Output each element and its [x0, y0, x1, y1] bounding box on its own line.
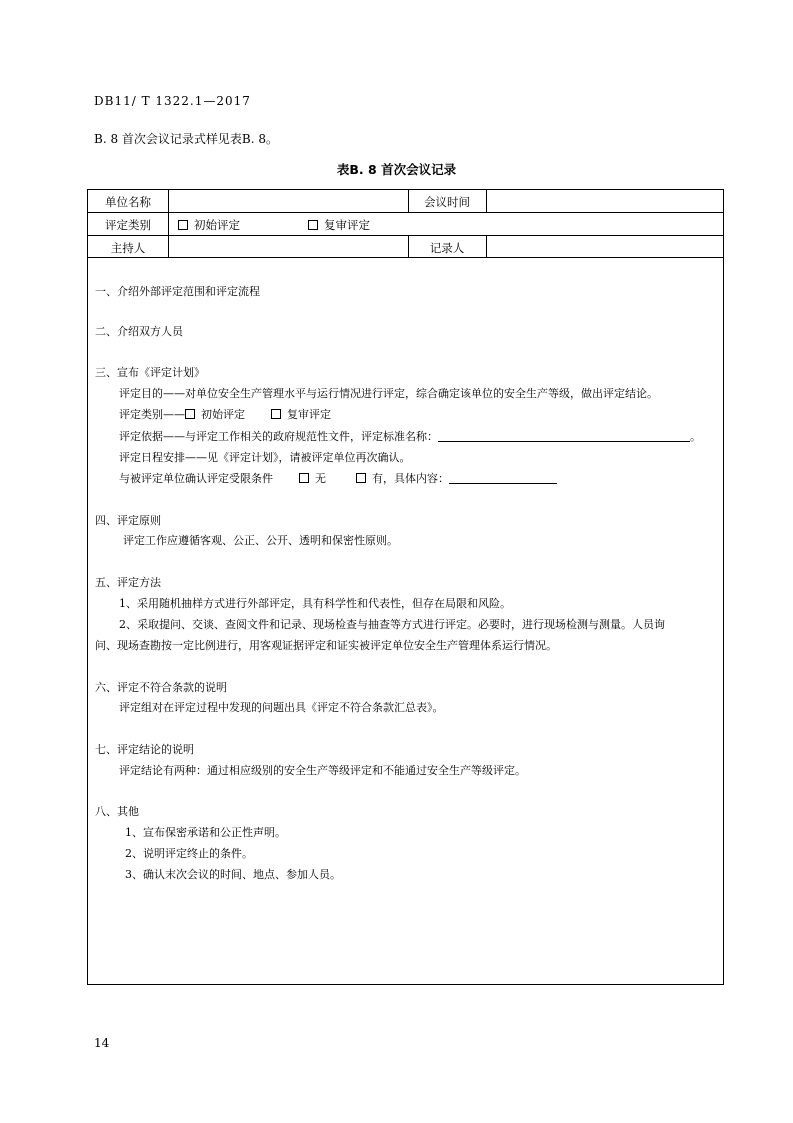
checkbox[interactable] [308, 220, 318, 230]
section-7-body: 评定结论有两种：通过相应级别的安全生产等级评定和不能通过安全生产等级评定。 [119, 764, 526, 777]
checkbox[interactable] [356, 473, 366, 483]
section-4-title: 四、评定原则 [95, 514, 161, 527]
review-eval-option[interactable] [308, 217, 370, 233]
row-divider [88, 212, 723, 213]
section-1-title: 一、介绍外部评定范围和评定流程 [95, 285, 260, 298]
section-6-title: 六、评定不符合条款的说明 [95, 681, 227, 694]
row-divider [88, 257, 723, 258]
initial-eval-option[interactable] [178, 217, 240, 233]
unit-name-label: 单位名称 [105, 195, 151, 209]
host-field[interactable] [169, 236, 407, 256]
standard-name-field[interactable] [438, 431, 690, 442]
meeting-time-field[interactable] [487, 191, 723, 211]
type-prefix: 评定类别—— [119, 408, 185, 421]
details-field[interactable] [449, 473, 557, 484]
checkbox[interactable] [185, 409, 195, 419]
meeting-record-form [87, 189, 724, 985]
basis-end: 。 [690, 430, 701, 443]
host-label: 主持人 [110, 241, 146, 255]
unit-name-field[interactable] [169, 191, 407, 211]
confirm-label: 与被评定单位确认评定受限条件 [119, 472, 273, 485]
recorder-label: 记录人 [429, 241, 465, 255]
section-3-type [119, 406, 331, 422]
section-8-item-2: 2、说明评定终止的条件。 [125, 847, 253, 860]
checkbox[interactable] [299, 473, 309, 483]
section-3-schedule: 评定日程安排——见《评定计划》，请被评定单位再次确认。 [119, 451, 411, 464]
intro-text: B. 8 首次会议记录式样见表B. 8。 [94, 132, 278, 146]
section-5-title: 五、评定方法 [95, 576, 161, 589]
section-3-purpose: 评定目的——对单位安全生产管理水平与运行情况进行评定，综合确定该单位的安全生产等级，做出评定结论。 [119, 387, 658, 400]
section-8-title: 八、其他 [95, 805, 139, 818]
type-review-label: 复审评定 [287, 408, 331, 421]
section-2-title: 二、介绍双方人员 [95, 325, 183, 338]
review-eval-label: 复审评定 [324, 218, 370, 232]
type-initial-label: 初始评定 [201, 408, 245, 421]
recorder-field[interactable] [487, 236, 723, 256]
section-8-item-3: 3、确认末次会议的时间、地点、参加人员。 [125, 868, 341, 881]
section-8-item-1: 1、宣布保密承诺和公正性声明。 [125, 826, 286, 839]
section-4-body: 评定工作应遵循客观、公正、公开、透明和保密性原则。 [123, 534, 398, 547]
section-5-item-1: 1、采用随机抽样方式进行外部评定，具有科学性和代表性，但存在局限和风险。 [119, 597, 511, 610]
section-6-body: 评定组对在评定过程中发现的问题出具《评定不符合条款汇总表》。 [119, 701, 444, 714]
section-5-item-2-cont: 问、现场查勘按一定比例进行，用客观证据评定和证实被评定单位安全生产管理体系运行情况。 [95, 639, 557, 652]
table-title: 表B. 8 首次会议记录 [336, 162, 457, 177]
eval-type-label: 评定类别 [105, 218, 151, 232]
meeting-time-label: 会议时间 [424, 195, 470, 209]
checkbox[interactable] [178, 220, 188, 230]
section-3-title: 三、宣布《评定计划》 [95, 366, 205, 379]
initial-eval-label: 初始评定 [194, 218, 240, 232]
checkbox[interactable] [271, 409, 281, 419]
section-7-title: 七、评定结论的说明 [95, 743, 194, 756]
section-5-item-2: 2、采取提问、交谈、查阅文件和记录、现场检查与抽查等方式进行评定。必要时，进行现场检测与测量。人员询 [119, 618, 665, 631]
document-code: DB11/ T 1322.1—2017 [94, 94, 251, 108]
basis-label: 评定依据——与评定工作相关的政府规范性文件，评定标准名称： [119, 430, 438, 443]
section-3-confirm [119, 470, 557, 486]
page-number: 14 [94, 1036, 110, 1050]
none-label: 无 [315, 472, 326, 485]
section-3-basis [119, 428, 701, 444]
yes-label: 有，具体内容： [372, 472, 449, 485]
